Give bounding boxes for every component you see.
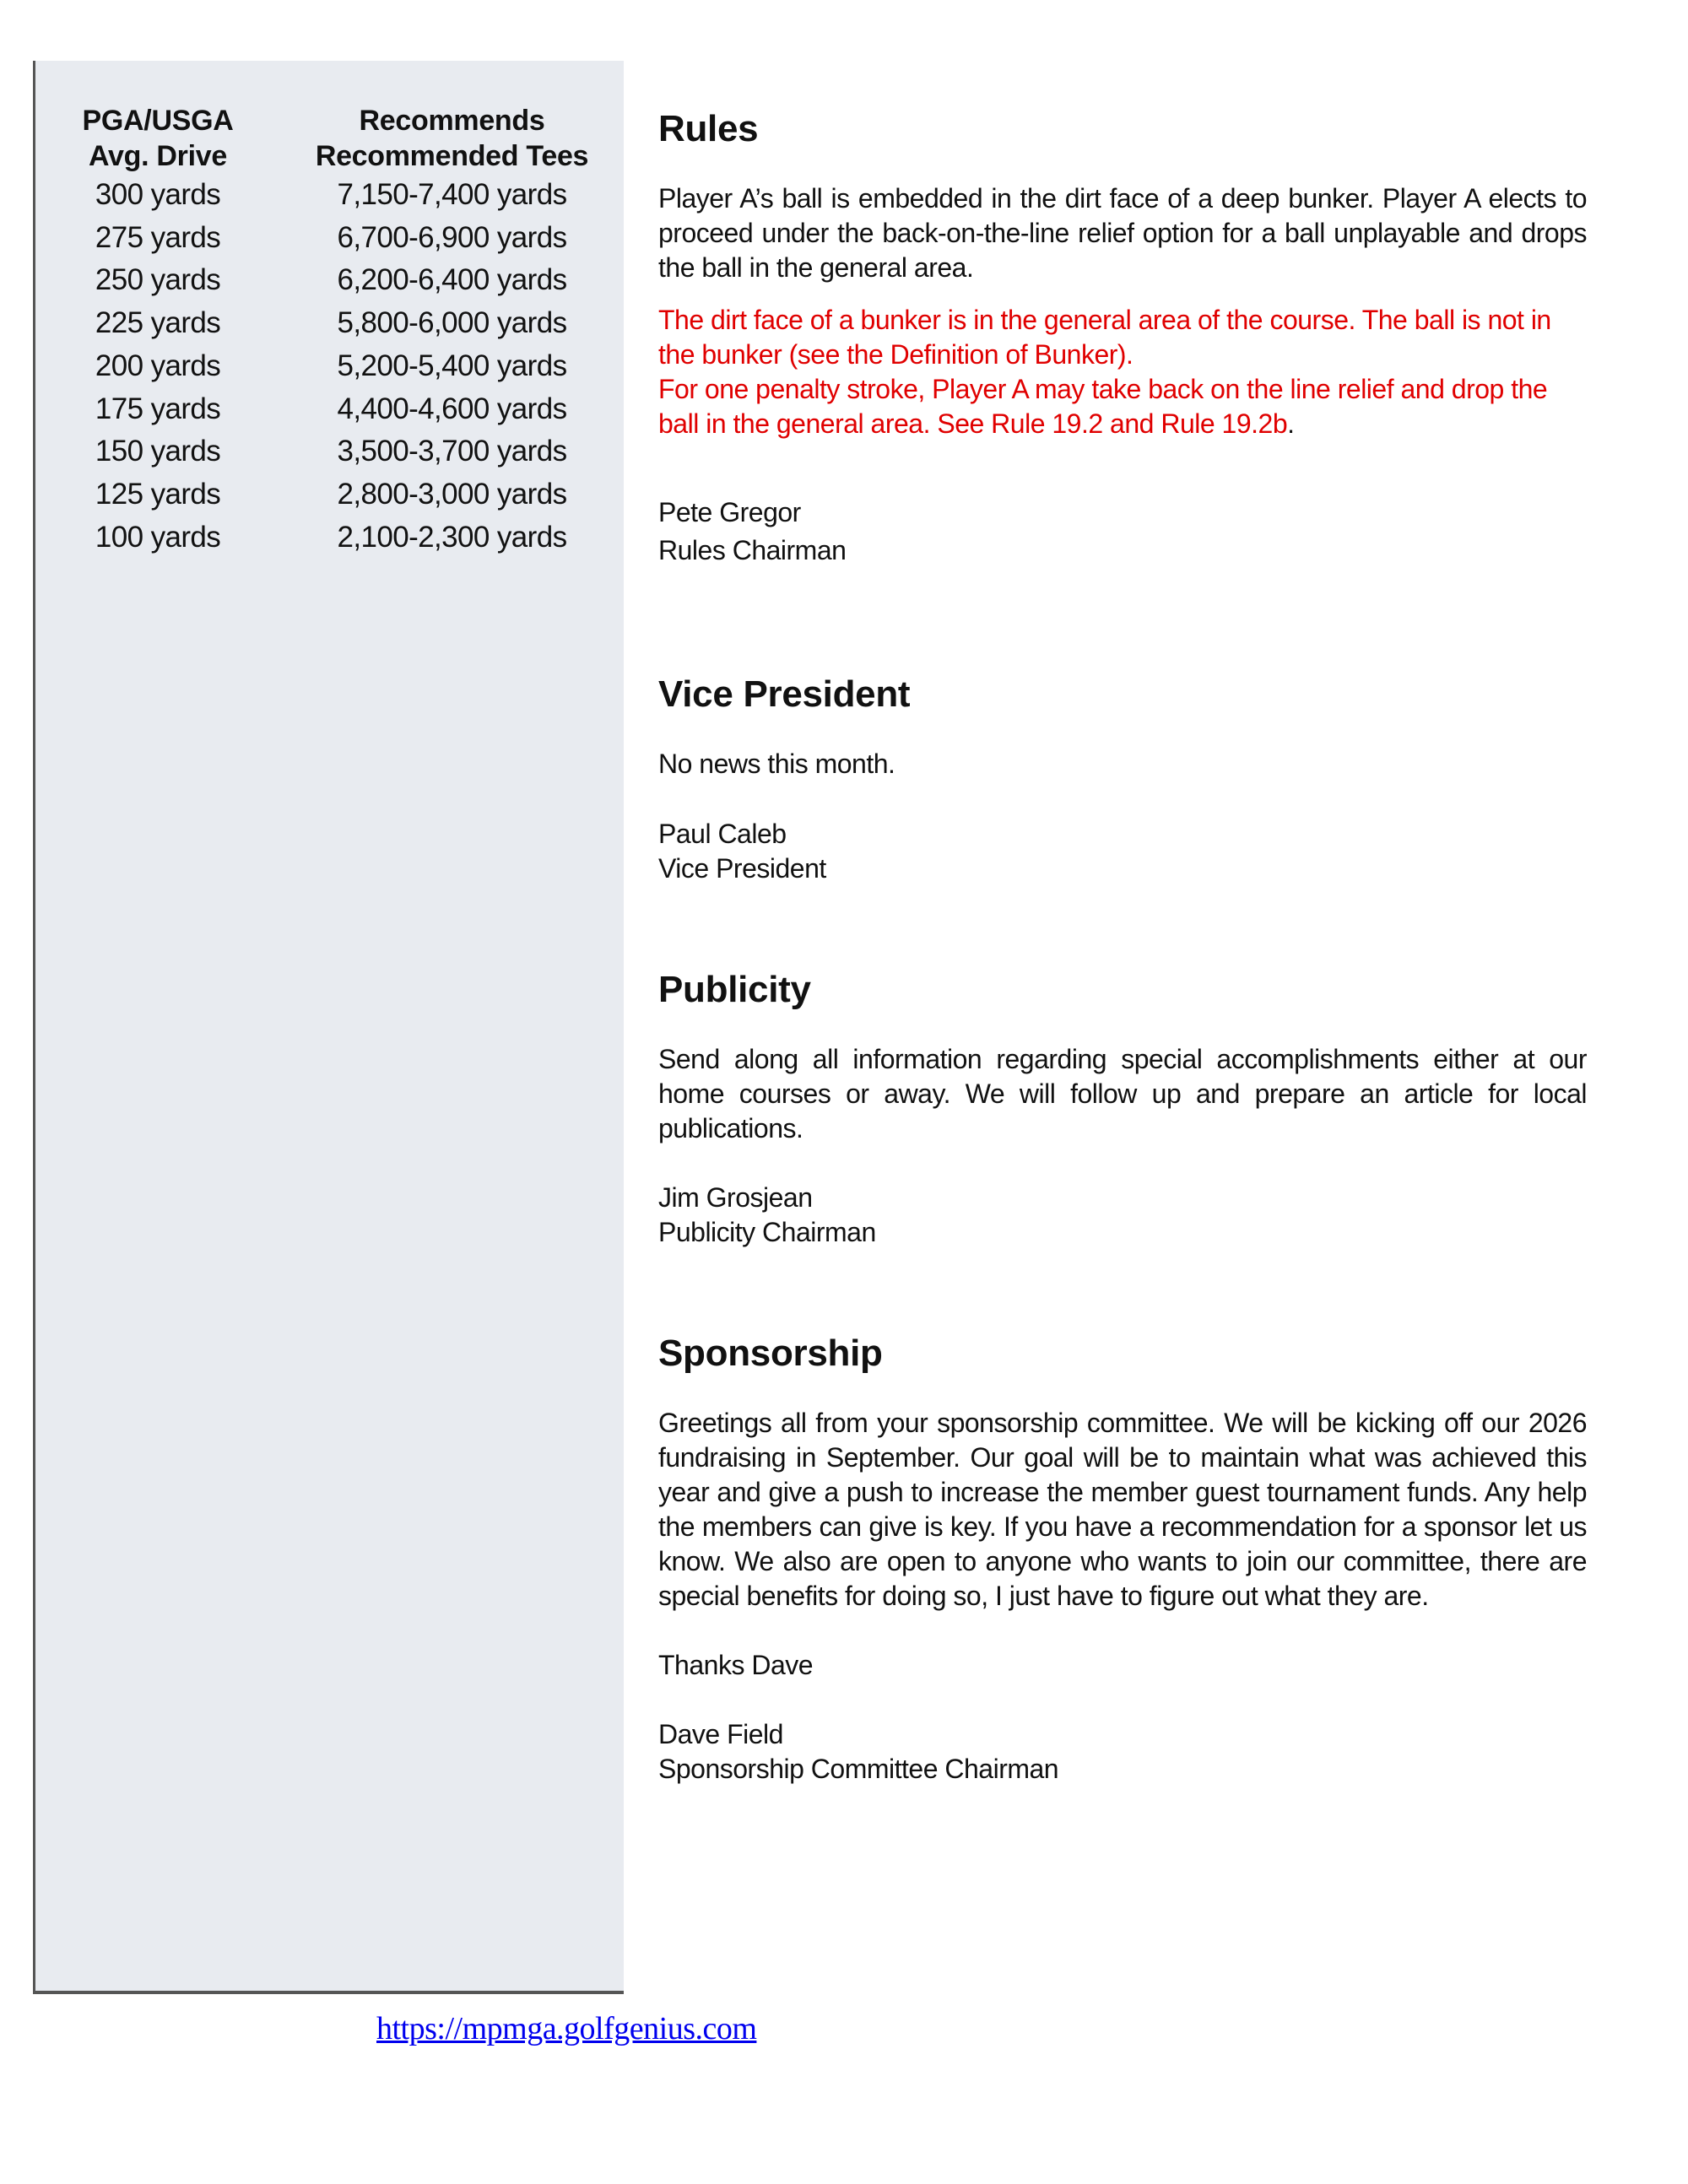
publicity-heading: Publicity [658,969,811,1010]
header-avg-drive [35,103,280,174]
table-row [35,473,624,516]
header-line: Recommends [359,105,545,137]
sponsorship-section [658,1333,1587,1787]
vice-president-heading: Vice President [658,673,911,715]
publicity-body: Send along all information regarding special accomplishments either at our home courses or away. We will follow up and prepare an article for local publications. [658,1044,1587,1143]
vice-president-body: No news this month. [658,749,895,779]
publicity-section [658,969,1587,1250]
table-row [35,345,624,388]
publicity-signer-name: Jim Grosjean [658,1182,813,1213]
avg-drive-cell: 100 yards [95,520,221,554]
vice-president-signer-name: Paul Caleb [658,819,787,849]
avg-drive-cell: 200 yards [95,349,221,382]
rules-signer-title: Rules Chairman [658,535,847,565]
publicity-signer-title: Publicity Chairman [658,1217,876,1247]
recommended-tees-cell: 3,500-3,700 yards [337,435,567,468]
recommended-tees-sidebar [33,61,624,1994]
recommended-tees-table [35,103,624,559]
recommended-tees-cell: 5,800-6,000 yards [337,306,567,340]
avg-drive-cell: 300 yards [95,178,221,211]
table-row [35,217,624,260]
avg-drive-cell: 275 yards [95,220,221,254]
vice-president-section [658,673,1587,886]
rules-heading: Rules [658,108,759,149]
rules-question: Player A’s ball is embedded in the dirt face of a deep bunker. Player A elects to proceed under the back-on-the-line relief option for a ball unplayable and drops the ball in the general area. [658,183,1587,283]
table-header-row [35,103,624,174]
sponsorship-heading: Sponsorship [658,1333,883,1374]
table-row [35,516,624,560]
table-row [35,302,624,345]
header-line: Recommended Tees [315,140,589,172]
recommended-tees-cell: 2,800-3,000 yards [337,477,567,511]
table-row [35,430,624,473]
recommended-tees-cell: 7,150-7,400 yards [337,178,567,211]
rules-signer-name: Pete Gregor [658,497,801,527]
recommended-tees-cell: 2,100-2,300 yards [337,520,567,554]
table-row [35,259,624,302]
rules-answer-2-text: For one penalty stroke, Player A may take back on the line relief and drop the ball in the general area. See Rule 19.2 and Rule 19.2b [658,374,1548,439]
website-link[interactable]: https://mpmga.golfgenius.com [376,2011,757,2046]
recommended-tees-cell: 5,200-5,400 yards [337,349,567,382]
recommended-tees-cell: 6,200-6,400 yards [337,263,567,297]
rules-answer-2 [658,372,1587,441]
header-line: PGA/USGA [82,105,234,137]
sponsorship-signer-name: Dave Field [658,1719,783,1749]
rules-answer-2-end: . [1287,408,1295,439]
avg-drive-cell: 225 yards [95,306,221,340]
table-row [35,174,624,217]
recommended-tees-cell: 4,400-4,600 yards [337,392,567,425]
table-body [35,174,624,559]
table-row [35,388,624,431]
recommended-tees-cell: 6,700-6,900 yards [337,220,567,254]
header-line: Avg. Drive [89,140,227,172]
sponsorship-signer-title: Sponsorship Committee Chairman [658,1754,1059,1784]
avg-drive-cell: 250 yards [95,263,221,297]
header-recommended-tees [280,103,624,174]
vice-president-signer-title: Vice President [658,853,826,884]
rules-section [658,108,1587,568]
avg-drive-cell: 150 yards [95,435,221,468]
rules-answer-1: The dirt face of a bunker is in the general area of the course. The ball is not in the bunker (see the Definition of Bunker). [658,305,1551,370]
avg-drive-cell: 125 yards [95,477,221,511]
sponsorship-closing: Thanks Dave [658,1650,814,1680]
avg-drive-cell: 175 yards [95,392,221,425]
sponsorship-body: Greetings all from your sponsorship committee. We will be kicking off our 2026 fundraising in September. Our goal will be to maintain what was achieved this year and give a push to increase the member guest tournament funds. Any help the members can give is key. If you have a recommendation for a sponsor let us know. We also are open to anyone who wants to join our committee, there are special benefits for doing so, I just have to figure out what they are. [658,1408,1587,1611]
